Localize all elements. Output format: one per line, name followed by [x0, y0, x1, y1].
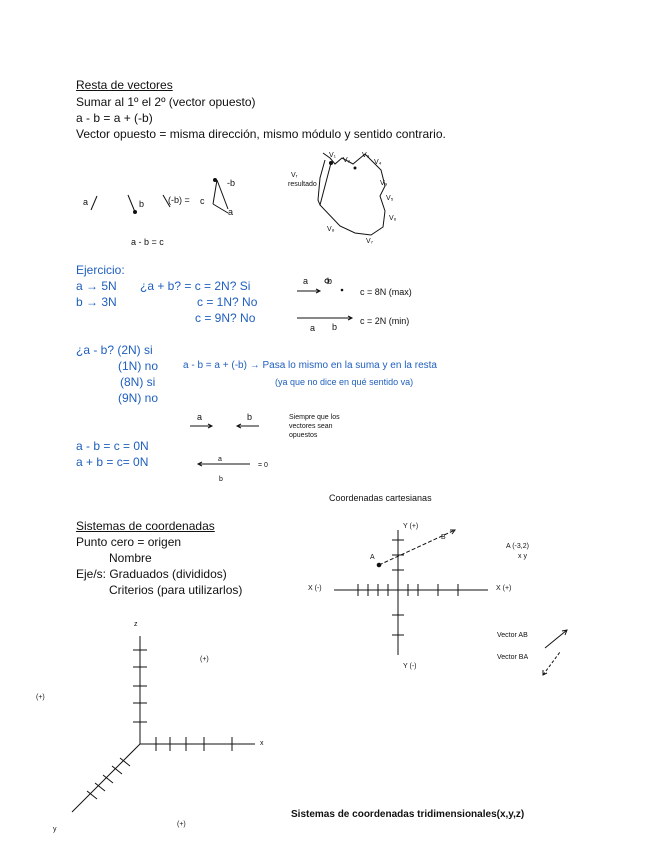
- resta-line-1: Sumar al 1º el 2º (vector opuesto): [76, 95, 256, 109]
- diag1-label-negb: (-b) =: [168, 195, 190, 205]
- coords-l3: Eje/s: Graduados (divididos): [76, 567, 227, 581]
- ejercicio-title: Ejercicio:: [76, 263, 125, 277]
- cart-x-pos: X (+): [496, 585, 512, 592]
- resta-r1: (1N) no: [118, 359, 159, 373]
- diag2-resultado: resultado: [288, 181, 317, 188]
- diag2-v5: V₅: [386, 195, 394, 202]
- cart-point-b: B: [441, 534, 446, 541]
- resta-note-2: (ya que no dice en qué sentido va): [275, 377, 414, 387]
- coords-l2: Nombre: [109, 551, 152, 565]
- cartesian-title: Coordenadas cartesianas: [329, 493, 432, 503]
- ejercicio-min: c = 2N (min): [360, 316, 410, 326]
- cart-x-neg: X (-): [308, 585, 322, 592]
- diag1-label-negb2: -b: [227, 178, 236, 188]
- cart-a-xy: x y: [518, 553, 527, 560]
- coords-title: Sistemas de coordenadas: [76, 519, 215, 533]
- coords-l1: Punto cero = origen: [76, 535, 182, 549]
- resta-siempre-3: opuestos: [289, 432, 318, 439]
- diag2-v7: V₇: [366, 238, 374, 245]
- resta-arrow-b: b: [247, 412, 253, 422]
- ejercicio-diag2-a: a: [310, 323, 316, 333]
- ejercicio-q3: c = 9N? No: [195, 311, 256, 325]
- diagram1-drawing: [91, 179, 228, 214]
- ejercicio-q1: ¿a + b? = c = 2N? Si: [140, 279, 251, 293]
- diag2-v8: V₈: [327, 226, 335, 233]
- resta-arrows: [190, 424, 259, 466]
- threed-title: Sistemas de coordenadas tridimensionales(x,y,z): [291, 809, 525, 820]
- cart-a-coord: A (-3,2): [506, 543, 529, 550]
- ejercicio-diag-b: b: [327, 276, 333, 286]
- resta-siempre-1: Siempre que los: [289, 414, 340, 421]
- diag2-v6: V₆: [389, 215, 397, 222]
- ejercicio-b: b → 3N: [76, 295, 117, 309]
- resta-r2: (8N) si: [120, 375, 156, 389]
- cart-vec-ba: Vector BA: [497, 654, 529, 661]
- resta-arrow-a: a: [197, 412, 203, 422]
- diag2-v4: V₄: [374, 159, 382, 166]
- resta-eq0: = 0: [258, 462, 268, 469]
- cart-y-neg: Y (-): [403, 663, 417, 670]
- diagram2-polygon: [318, 153, 388, 235]
- resta-eq1: a - b = c = 0N: [76, 439, 149, 453]
- ejercicio-diag2-b: b: [332, 322, 338, 332]
- diag2-v2: V₂: [343, 157, 351, 164]
- resta-eq2: a + b = c= 0N: [76, 455, 149, 469]
- resta-line-2: a - b = a + (-b): [76, 111, 153, 125]
- threed-plus-1: (+): [200, 656, 209, 663]
- threed-plus-3: (+): [177, 821, 186, 828]
- diag2-v9: V₉: [380, 180, 388, 187]
- resta-bar-b: b: [219, 476, 223, 483]
- diag1-label-c: c: [200, 196, 205, 206]
- threed-z: z: [134, 621, 138, 628]
- threed-axes: [72, 636, 255, 812]
- section-title-resta: Resta de vectores: [76, 78, 173, 92]
- cart-y-pos: Y (+): [403, 523, 419, 530]
- threed-plus-2: (+): [36, 694, 45, 701]
- cart-point-a: A: [370, 554, 375, 561]
- diag2-v3: V₃: [362, 152, 370, 159]
- diag1-label-a: a: [83, 197, 89, 207]
- ejercicio-diag-a: a: [303, 276, 309, 286]
- threed-x: x: [260, 740, 264, 747]
- resta-note: a - b = a + (-b) → Pasa lo mismo en la suma y en la resta: [183, 360, 437, 371]
- coords-l4: Criterios (para utilizarlos): [109, 583, 243, 597]
- cartesian-axes: [334, 530, 567, 675]
- diag1-label-b: b: [139, 199, 145, 209]
- resta-siempre-2: vectores sean: [289, 423, 333, 430]
- resta-r3: (9N) no: [118, 391, 159, 405]
- resta-question: ¿a - b? (2N) si: [76, 343, 153, 357]
- resta-bar-a: a: [218, 456, 222, 463]
- ejercicio-q2: c = 1N? No: [197, 295, 258, 309]
- ejercicio-a: a → 5N: [76, 279, 117, 293]
- diag1-label-a2: a: [228, 207, 234, 217]
- ejercicio-max: c = 8N (max): [360, 287, 412, 297]
- diag2-v1: V₁: [329, 152, 337, 159]
- resta-line-3: Vector opuesto = misma dirección, mismo módulo y sentido contrario.: [76, 127, 446, 141]
- diag2-vr: Vᵣ: [291, 172, 298, 179]
- ejercicio-drawings: [297, 279, 352, 320]
- diag1-caption: a - b = c: [131, 237, 164, 247]
- cart-vec-ab: Vector AB: [497, 632, 528, 639]
- threed-y: y: [53, 826, 57, 833]
